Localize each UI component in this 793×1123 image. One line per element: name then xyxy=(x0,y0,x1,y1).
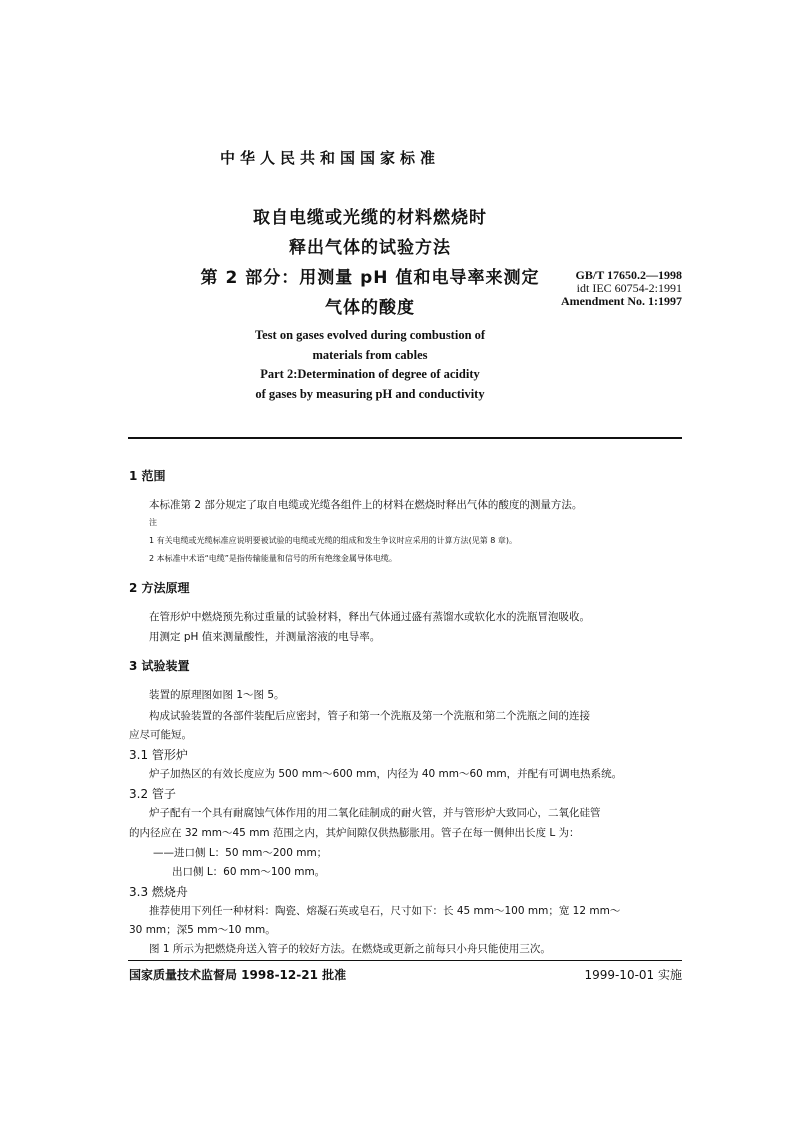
section-1-heading: 1 范围 xyxy=(129,469,166,483)
amendment: Amendment No. 1:1997 xyxy=(561,294,682,308)
section-3-2-para-b: 的内径应在 32 mm～45 mm 范围之内，其炉间隙仅供热膨胀用。管子在每一侧伸出长度 L 为： xyxy=(129,827,580,839)
title-en-line-2: materials from cables xyxy=(312,347,428,362)
header-divider xyxy=(128,437,682,439)
standard-codes xyxy=(510,269,682,308)
section-3-2-item-2: 出口侧 L：60 mm～100 mm。 xyxy=(172,866,326,878)
section-3-1-para: 炉子加热区的有效长度应为 500 mm～600 mm，内径为 40 mm～60 mm，并配有可调电热系统。 xyxy=(149,768,623,780)
note-label: 注 xyxy=(149,518,157,527)
section-3-2-item-1: ——进口侧 L：50 mm～200 mm； xyxy=(153,847,328,859)
section-3-para-2a: 构成试验装置的各部件装配后应密封，管子和第一个洗瓶及第一个洗瓶和第二个洗瓶之间的连接 xyxy=(149,710,590,722)
title-zh-line-2: 释出气体的试验方法 xyxy=(289,238,451,258)
effective-date: 1999-10-01 实施 xyxy=(584,968,682,982)
iec-equivalent: idt IEC 60754-2:1991 xyxy=(576,281,682,295)
section-3-para-2b: 应尽可能短。 xyxy=(129,729,192,741)
section-2-heading: 2 方法原理 xyxy=(129,581,190,595)
title-en-line-3: Part 2:Determination of degree of acidity xyxy=(260,367,480,381)
standard-number: GB/T 17650.2—1998 xyxy=(575,268,682,282)
footer-divider xyxy=(128,960,682,961)
section-3-3-para-b: 30 mm；深5 mm～10 mm。 xyxy=(129,924,276,936)
title-en-line-4: of gases by measuring pH and conductivity xyxy=(255,386,485,401)
section-3-2-para-a: 炉子配有一个具有耐腐蚀气体作用的用二氧化硅制成的耐火管，并与管形炉大致同心，二氧化硅管 xyxy=(149,807,601,819)
section-2-para-2: 用测定 pH 值来测量酸性，并测量溶液的电导率。 xyxy=(149,631,381,643)
section-3-1-heading: 3.1 管形炉 xyxy=(129,748,188,762)
note-1: 1 有关电缆或光缆标准应说明要被试验的电缆或光缆的组成和发生争议时应采用的计算方法(见第 8 章)。 xyxy=(149,536,518,545)
section-3-para-1: 装置的原理图如图 1～图 5。 xyxy=(149,689,285,701)
approval-date: 国家质量技术监督局 1998-12-21 批准 xyxy=(129,968,347,982)
section-3-3-para-a: 推荐使用下列任一种材料：陶瓷、熔凝石英或皂石，尺寸如下：长 45 mm～100 mm；宽 12 mm～ xyxy=(149,905,621,917)
title-en-line-1: Test on gases evolved during combustion of xyxy=(254,328,486,342)
section-3-2-heading: 3.2 管子 xyxy=(129,787,176,801)
title-zh-line-1: 取自电缆或光缆的材料燃烧时 xyxy=(253,208,487,228)
section-2-para-1: 在管形炉中燃烧预先称过重量的试验材料，释出气体通过盛有蒸馏水或软化水的洗瓶冒泡吸收。 xyxy=(149,611,590,623)
title-zh-line-4: 气体的酸度 xyxy=(325,298,415,318)
note-2: 2 本标准中术语“电缆”是指传输能量和信号的所有绝缘金属导体电缆。 xyxy=(149,554,397,563)
section-3-3-heading: 3.3 燃烧舟 xyxy=(129,885,188,899)
section-3-heading: 3 试验装置 xyxy=(129,659,190,673)
title-zh-line-3: 第 2 部分：用测量 pH 值和电导率来测定 xyxy=(200,268,540,288)
section-1-para: 本标准第 2 部分规定了取自电缆或光缆各组件上的材料在燃烧时释出气体的酸度的测量方法。 xyxy=(149,499,583,511)
title-en xyxy=(150,326,590,404)
nation-standard-heading: 中华人民共和国国家标准 xyxy=(219,149,440,167)
section-3-3-para-c: 图 1 所示为把燃烧舟送入管子的较好方法。在燃烧或更新之前每只小舟只能使用三次。 xyxy=(149,943,551,955)
